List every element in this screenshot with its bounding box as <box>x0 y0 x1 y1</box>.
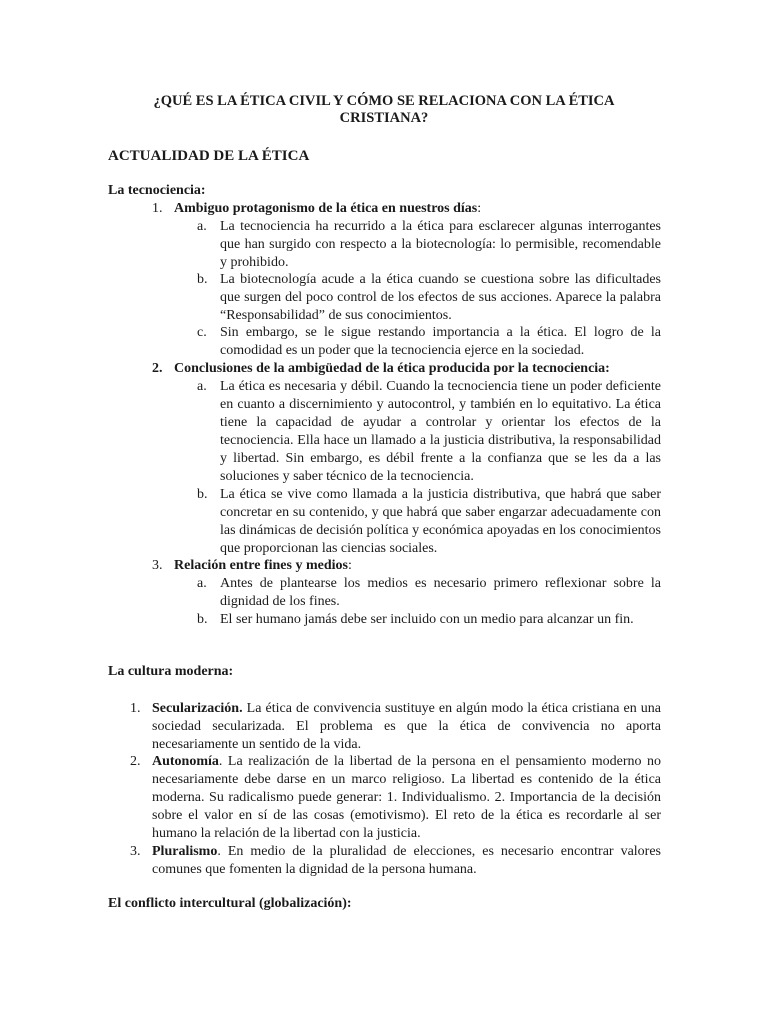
sub-letter: b. <box>197 487 208 502</box>
list-number: 2. <box>130 754 141 769</box>
list-number: 3. <box>152 558 163 573</box>
item-body: . La realización de la libertad de la persona en el pensamiento moderno no necesariamente debe darse en un marco religioso. La libertad es contenido de la ética moderna. Su radicalismo puede generar: 1. Individualismo. 2. Importancia de la decisión sobre el valor en sí de las cosas (emotivismo). El reto de la ética es recordarle al ser humano la relación de la libertad con la justicia. <box>152 754 661 841</box>
item-label: Autonomía <box>152 754 219 769</box>
item-label: Conclusiones de la ambigüedad de la ética producida por la tecnociencia: <box>174 361 610 376</box>
list-number: 3. <box>130 844 141 859</box>
sub-letter: a. <box>197 576 207 591</box>
list-item-heading <box>174 557 352 575</box>
item-label: Pluralismo <box>152 844 218 859</box>
conflicto-heading: El conflicto intercultural (globalización): <box>108 896 352 911</box>
list-item-text <box>152 700 661 754</box>
list-number: 1. <box>152 201 163 216</box>
item-body: La ética de convivencia sustituye en algún modo la ética cristiana en una sociedad secularizada. El problema es que la ética de convivencia no aporta necesariamente un sentido de la vida. <box>152 701 661 752</box>
sub-letter: b. <box>197 272 208 287</box>
sub-item-text: La ética se vive como llamada a la justicia distributiva, que habrá que saber concretar en su contenido, y que habrá que saber engarzar adecuadamente con las dinámicas de decisión política y económica apoyadas en los conocimientos que proporcionan las ciencias sociales. <box>220 487 661 556</box>
list-item-heading <box>174 360 610 378</box>
item-body: . En medio de la pluralidad de elecciones, es necesario encontrar valores comunes que fomenten la dignidad de la persona humana. <box>152 844 661 877</box>
tecnociencia-heading: La tecnociencia: <box>108 183 206 198</box>
item-label: Secularización. <box>152 701 243 716</box>
sub-item-text: El ser humano jamás debe ser incluido con un medio para alcanzar un fin. <box>220 612 634 627</box>
sub-letter: a. <box>197 219 207 234</box>
sub-item-text: La ética es necesaria y débil. Cuando la tecnociencia tiene un poder deficiente en cuanto a discernimiento y autocontrol, y también en lo equitativo. La ética tiene la capacidad de ayudar a controlar y orientar los efectos de la tecnociencia. Ella hace un llamado a la justicia distributiva, la responsabilidad y libertad. Sin embargo, es débil frente a la confianza que se les da a las soluciones y saber técnico de la tecnociencia. <box>220 379 661 484</box>
document-title: ¿QUÉ ES LA ÉTICA CIVIL Y CÓMO SE RELACIONA CON LA ÉTICA CRISTIANA? <box>153 93 615 126</box>
item-label: Relación entre fines y medios <box>174 558 348 573</box>
sub-item-text: Antes de plantearse los medios es necesario primero reflexionar sobre la dignidad de los fines. <box>220 576 661 609</box>
sub-item-text: La tecnociencia ha recurrido a la ética para esclarecer algunas interrogantes que han surgido con respecto a la biotecnología: lo permisible, recomendable y prohibido. <box>220 219 661 270</box>
list-item-text <box>152 753 661 843</box>
sub-letter: a. <box>197 379 207 394</box>
sub-item-text: La biotecnología acude a la ética cuando se cuestiona sobre las dificultades que surgen del poco control de los efectos de sus acciones. Aparece la palabra “Responsabilidad” de sus conocimientos. <box>220 272 661 323</box>
list-item-text <box>152 843 661 879</box>
section-heading: ACTUALIDAD DE LA ÉTICA <box>108 148 310 164</box>
item-label: Ambiguo protagonismo de la ética en nuestros días <box>174 201 478 216</box>
list-number: 2. <box>152 361 163 376</box>
sub-item-text: Sin embargo, se le sigue restando importancia a la ética. El logro de la comodidad es un poder que la tecnociencia ejerce en la sociedad. <box>220 325 661 358</box>
sub-letter: b. <box>197 612 208 627</box>
list-number: 1. <box>130 701 141 716</box>
item-suffix: : <box>477 201 482 216</box>
sub-letter: c. <box>197 325 207 340</box>
list-item-heading <box>174 200 481 218</box>
item-suffix: : <box>347 558 352 573</box>
cultura-heading: La cultura moderna: <box>108 664 234 679</box>
